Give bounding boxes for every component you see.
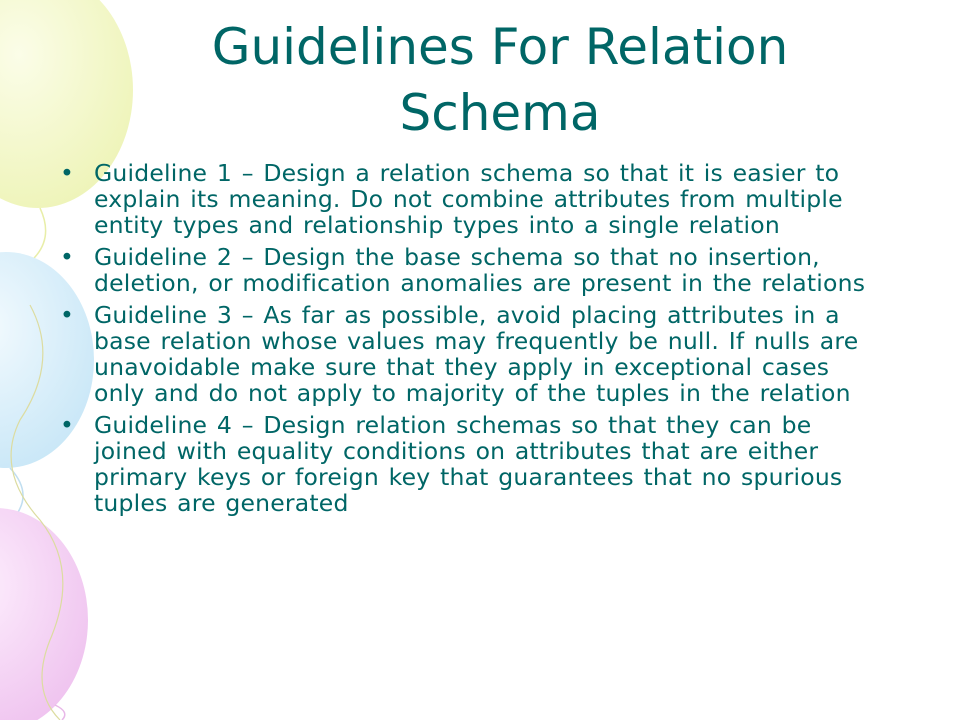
bullet-text: Guideline 1 – Design a relation schema so that it is easier to explain its meaning. Do not combine attributes from multiple entity types and relationship types into a single relation xyxy=(94,159,843,239)
bullet-text: Guideline 3 – As far as possible, avoid placing attributes in a base relation whose values may frequently be null. If nulls are unavoidable make sure that they apply in exceptional cases only and do not apply to majority of the tuples in the relation xyxy=(94,301,859,407)
bullet-text: Guideline 2 – Design the base schema so that no insertion, deletion, or modification anomalies are present in the relations xyxy=(94,243,866,297)
pink-balloon xyxy=(0,508,88,720)
list-item xyxy=(58,412,878,516)
bullet-icon: • xyxy=(60,411,75,439)
list-item xyxy=(58,160,878,238)
list-item xyxy=(58,244,878,296)
bullet-text: Guideline 4 – Design relation schemas so that they can be joined with equality conditions on attributes that are either primary keys or foreign key that guarantees that no spurious tuples are generated xyxy=(94,411,843,517)
bullet-icon: • xyxy=(60,243,75,271)
slide-title: Guidelines For Relation Schema xyxy=(211,18,789,142)
bullet-icon: • xyxy=(60,159,75,187)
bullet-list xyxy=(58,160,878,522)
bullet-icon: • xyxy=(60,301,75,329)
list-item xyxy=(58,302,878,406)
